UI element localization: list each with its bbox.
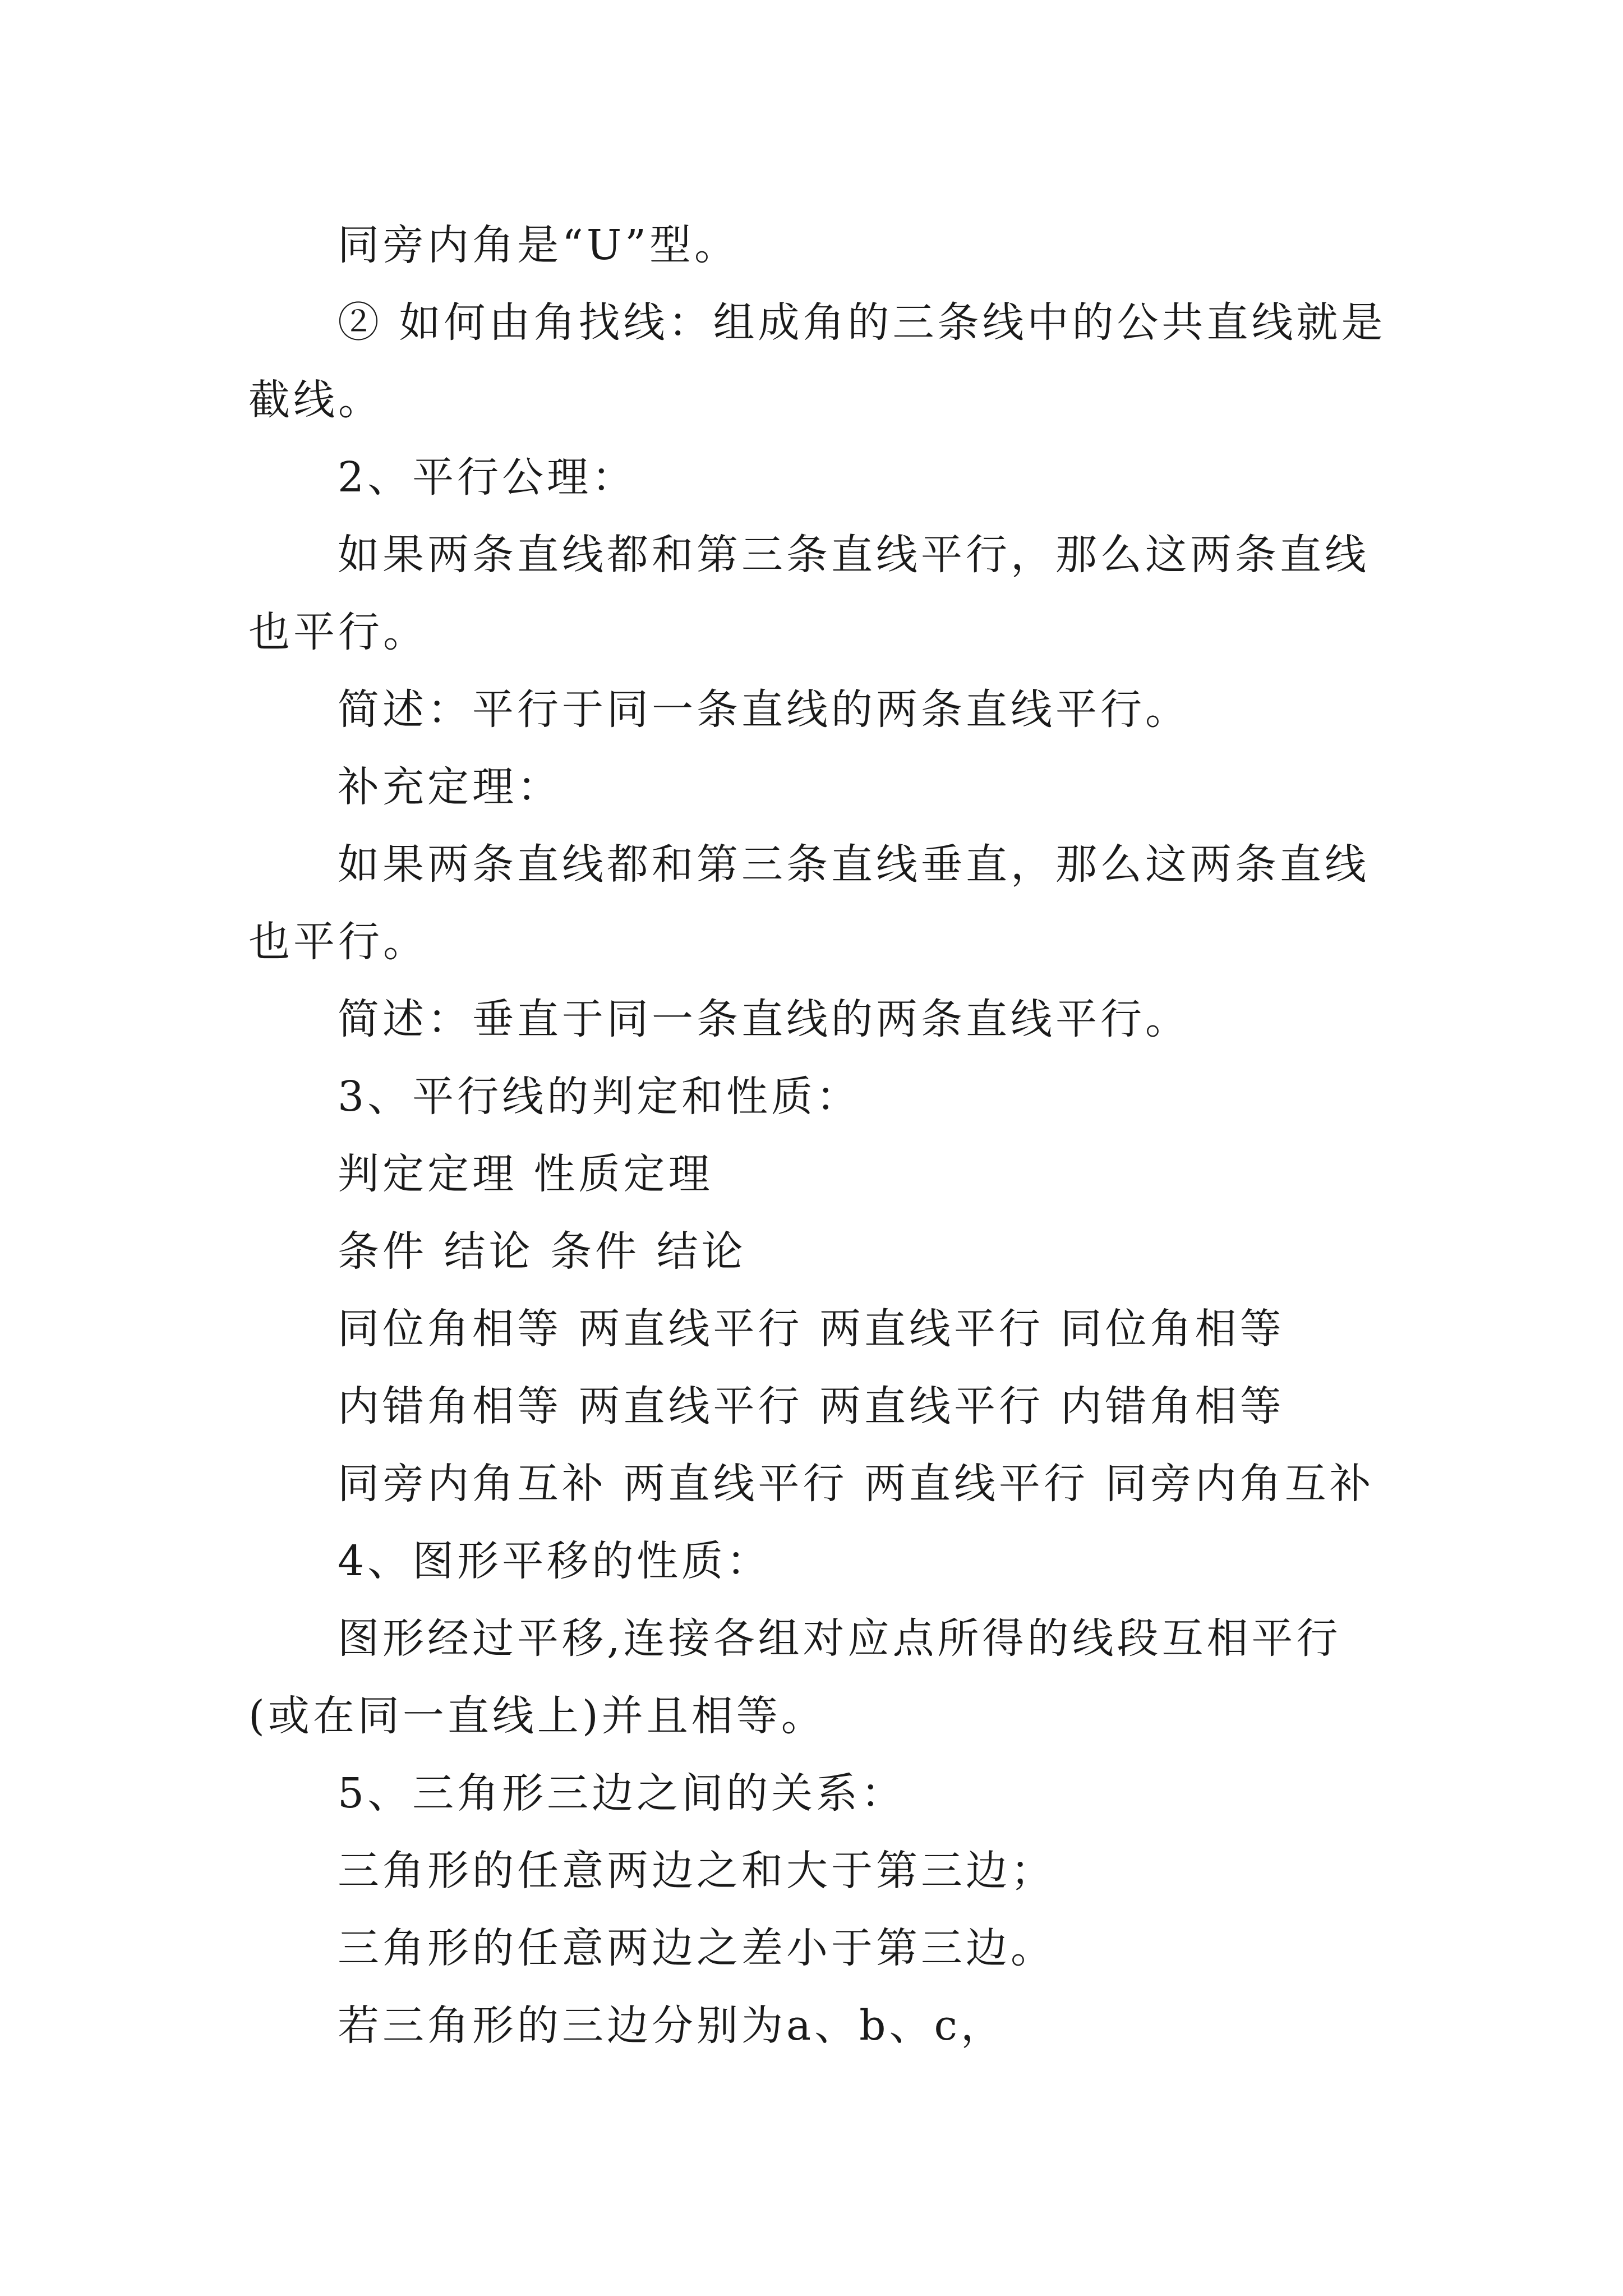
table-row-line: 同旁内角互补 两直线平行 两直线平行 同旁内角互补 [338, 1460, 1375, 1508]
paragraph: ② 如何由角找线：组成角的三条线中的公共直线就是截线。 [248, 298, 1386, 424]
document-body [248, 206, 1393, 2064]
section-heading: 3、平行线的判定和性质： [338, 1073, 861, 1121]
paragraph: 简述：垂直于同一条直线的两条直线平行。 [338, 995, 1190, 1043]
paragraph: 若三角形的三边分别为a、b、c， [338, 2001, 1006, 2050]
paragraph: 图形经过平移,连接各组对应点所得的线段互相平行(或在同一直线上)并且相等。 [248, 1614, 1341, 1740]
paragraph: 如果两条直线都和第三条直线垂直，那么这两条直线也平行。 [248, 840, 1370, 966]
paragraph: 如果两条直线都和第三条直线平行，那么这两条直线也平行。 [248, 531, 1370, 656]
table-header-line: 判定定理 性质定理 [338, 1150, 713, 1198]
table-header-line: 条件 结论 条件 结论 [338, 1227, 746, 1276]
section-heading: 4、图形平移的性质： [338, 1537, 772, 1585]
paragraph: 同旁内角是“U”型。 [338, 221, 740, 269]
paragraph: 简述：平行于同一条直线的两条直线平行。 [338, 685, 1190, 734]
paragraph: 三角形的任意两边之差小于第三边。 [338, 1924, 1055, 1972]
paragraph: 补充定理： [338, 763, 562, 811]
section-heading: 2、平行公理： [338, 453, 637, 501]
table-row-line: 内错角相等 两直线平行 两直线平行 内错角相等 [338, 1382, 1285, 1430]
paragraph: 三角形的任意两边之和大于第三边； [338, 1847, 1055, 1895]
section-heading: 5、三角形三边之间的关系： [338, 1769, 906, 1818]
table-row-line: 同位角相等 两直线平行 两直线平行 同位角相等 [338, 1305, 1285, 1353]
